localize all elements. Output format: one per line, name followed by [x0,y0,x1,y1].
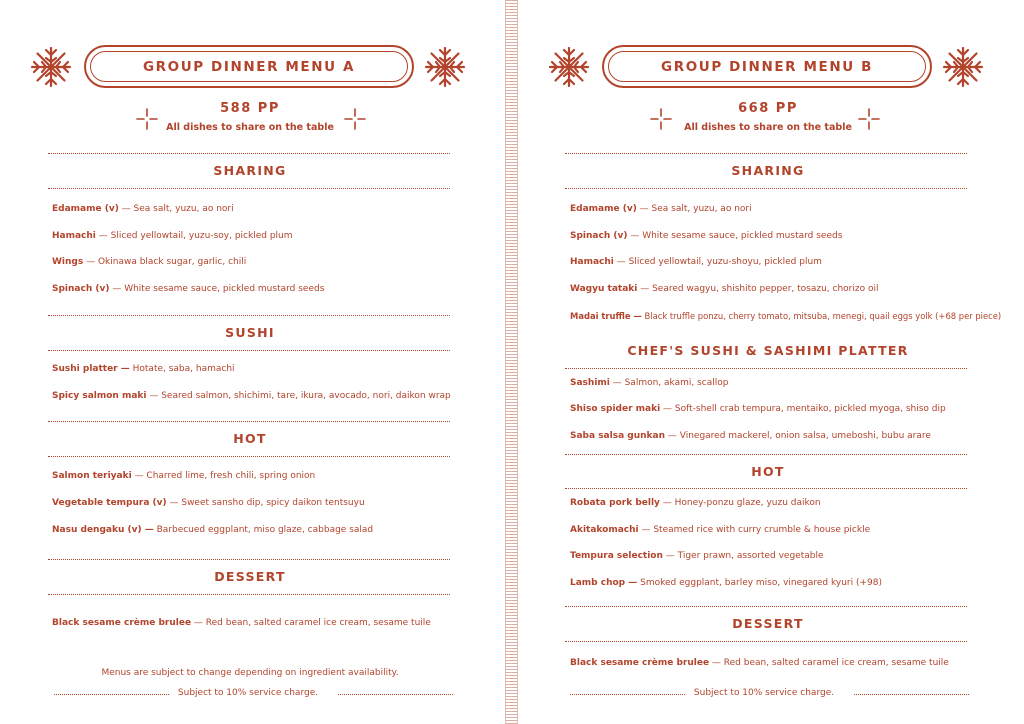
dish-description: — Honey-ponzu glaze, yuzu daikon [659,498,821,508]
sparkle-icon [858,108,880,130]
menu-b-section-sharing-title: SHARING [731,163,805,178]
dish-name: Edamame (v) [570,204,637,214]
menu-a-hot-item [52,525,373,535]
menu-b-sushi-item [570,431,931,441]
menu-b-hot-item [570,578,882,588]
dish-description: — Sea salt, yuzu, ao nori [118,204,234,214]
divider [565,641,967,642]
dish-name: Vegetable tempura (v) [52,498,167,508]
menu-b-hot-item [570,551,824,561]
menu-a-section-hot-title: HOT [233,431,267,446]
divider [48,594,450,595]
menu-a-section-dessert-title: DESSERT [214,569,286,584]
menu-b-sharing-item [570,284,878,294]
dish-name: Sashimi [570,378,610,388]
divider [565,188,967,189]
dish-name: Salmon teriyaki [52,471,132,481]
dish-description: Smoked eggplant, barley miso, vinegared kyuri (+98) [637,578,883,588]
dish-name: Edamame (v) [52,204,119,214]
menu-a-tagline: All dishes to share on the table [166,122,334,133]
page-spine [505,0,518,724]
divider [54,694,169,695]
dish-description: — Tiger prawn, assorted vegetable [662,551,824,561]
dish-description: Black truffle ponzu, cherry tomato, mitsuba, menegi, quail eggs yolk (+68 per piece) [641,311,1002,321]
snowflake-icon [30,46,72,88]
dish-name: Robata pork belly [570,498,660,508]
divider [48,421,450,422]
menu-b-section-sushi-title: CHEF'S SUSHI & SASHIMI PLATTER [627,343,909,358]
divider [48,315,450,316]
dish-description: — Seared salmon, shichimi, tare, ikura, avocado, nori, daikon wrap [146,391,451,401]
dish-name: Hamachi [570,257,614,267]
dish-name: Spinach (v) [570,231,628,241]
menu-b-sushi-item [570,404,946,414]
dish-name: Wings [52,257,84,267]
menu-b-hot-item [570,525,870,535]
menu-b-page [518,0,1018,724]
snowflake-icon [424,46,466,88]
menu-a-sushi-item [52,364,235,374]
menu-b-dessert-item [570,658,949,668]
dish-description: — Sea salt, yuzu, ao nori [636,204,752,214]
dish-description: — Soft-shell crab tempura, mentaiko, pickled myoga, shiso dip [660,404,946,414]
menu-b-price: 668 PP [738,101,798,116]
dish-name: Wagyu tataki [570,284,638,294]
divider [565,153,967,154]
menu-a-service-charge: Subject to 10% service charge. [177,688,319,698]
divider [570,694,685,695]
menu-b-hot-item [570,498,821,508]
divider [48,188,450,189]
divider [565,368,967,369]
dish-name: Madai truffle — [570,311,642,321]
dish-name: Black sesame crème brulee [570,658,710,668]
dish-name: Nasu dengaku (v) — [52,525,154,535]
dish-name: Black sesame crème brulee [52,618,192,628]
dish-description: — Sliced yellowtail, yuzu-shoyu, pickled plum [613,257,822,267]
menu-b-sharing-item [570,204,752,214]
dish-description: — Okinawa black sugar, garlic, chili [83,257,247,267]
dish-name: Spinach (v) [52,284,110,294]
snowflake-icon [548,46,590,88]
menu-a-dessert-item [52,618,431,628]
dish-description: — White sesame sauce, pickled mustard seeds [109,284,325,294]
dish-name: Hamachi [52,231,96,241]
menu-b-tagline: All dishes to share on the table [684,122,852,133]
menu-b-sharing-item [570,231,842,241]
menu-b-sharing-item [570,311,1001,321]
dish-description: — Vinegared mackerel, onion salsa, umeboshi, bubu arare [665,431,931,441]
dish-description: — Charred lime, fresh chili, spring onion [131,471,316,481]
divider [854,694,969,695]
menu-a-availability-note: Menus are subject to change depending on ingredient availability. [101,668,399,678]
dish-name: Spicy salmon maki [52,391,147,401]
menu-a-title: GROUP DINNER MENU A [142,58,356,75]
dish-description: — Seared wagyu, shishito pepper, tosazu, chorizo oil [637,284,879,294]
divider [565,606,967,607]
menu-b-section-hot-title: HOT [751,464,785,479]
menu-a-sharing-item [52,204,234,214]
dish-description: — Red bean, salted caramel ice cream, sesame tuile [191,618,431,628]
divider [338,694,453,695]
menu-a-section-sharing-title: SHARING [213,163,287,178]
dish-name: Sushi platter — [52,364,130,374]
dish-name: Lamb chop — [570,578,638,588]
sparkle-icon [344,108,366,130]
menu-b-service-charge: Subject to 10% service charge. [693,688,835,698]
menu-a-price: 588 PP [220,101,280,116]
menu-a-title-banner [84,45,414,88]
divider [48,559,450,560]
menu-b-sharing-item [570,257,822,267]
menu-b-sushi-item [570,378,728,388]
dish-name: Saba salsa gunkan [570,431,666,441]
divider [565,454,967,455]
dish-description: — Sliced yellowtail, yuzu-soy, pickled plum [95,231,293,241]
menu-a-sharing-item [52,231,293,241]
menu-a-section-sushi-title: SUSHI [225,325,275,340]
dish-name: Tempura selection [570,551,663,561]
menu-b-section-dessert-title: DESSERT [732,616,804,631]
dish-name: Shiso spider maki [570,404,661,414]
menu-a-sharing-item [52,284,324,294]
divider [48,456,450,457]
menu-a-sushi-item [52,391,451,401]
menu-a-page [0,0,500,724]
dish-description: — Steamed rice with curry crumble & house pickle [638,525,871,535]
dish-description: — Sweet sansho dip, spicy daikon tentsuyu [166,498,365,508]
divider [48,153,450,154]
dish-description: — White sesame sauce, pickled mustard seeds [627,231,843,241]
menu-b-title: GROUP DINNER MENU B [661,58,873,75]
divider [48,350,450,351]
menu-b-title-banner [602,45,932,88]
dish-description: Hotate, saba, hamachi [129,364,235,374]
menu-a-hot-item [52,471,315,481]
snowflake-icon [942,46,984,88]
menu-a-hot-item [52,498,365,508]
dish-description: — Salmon, akami, scallop [609,378,729,388]
dish-description: — Red bean, salted caramel ice cream, sesame tuile [709,658,949,668]
dish-name: Akitakomachi [570,525,639,535]
dish-description: Barbecued eggplant, miso glaze, cabbage salad [153,525,374,535]
divider [565,488,967,489]
menu-a-sharing-item [52,257,246,267]
